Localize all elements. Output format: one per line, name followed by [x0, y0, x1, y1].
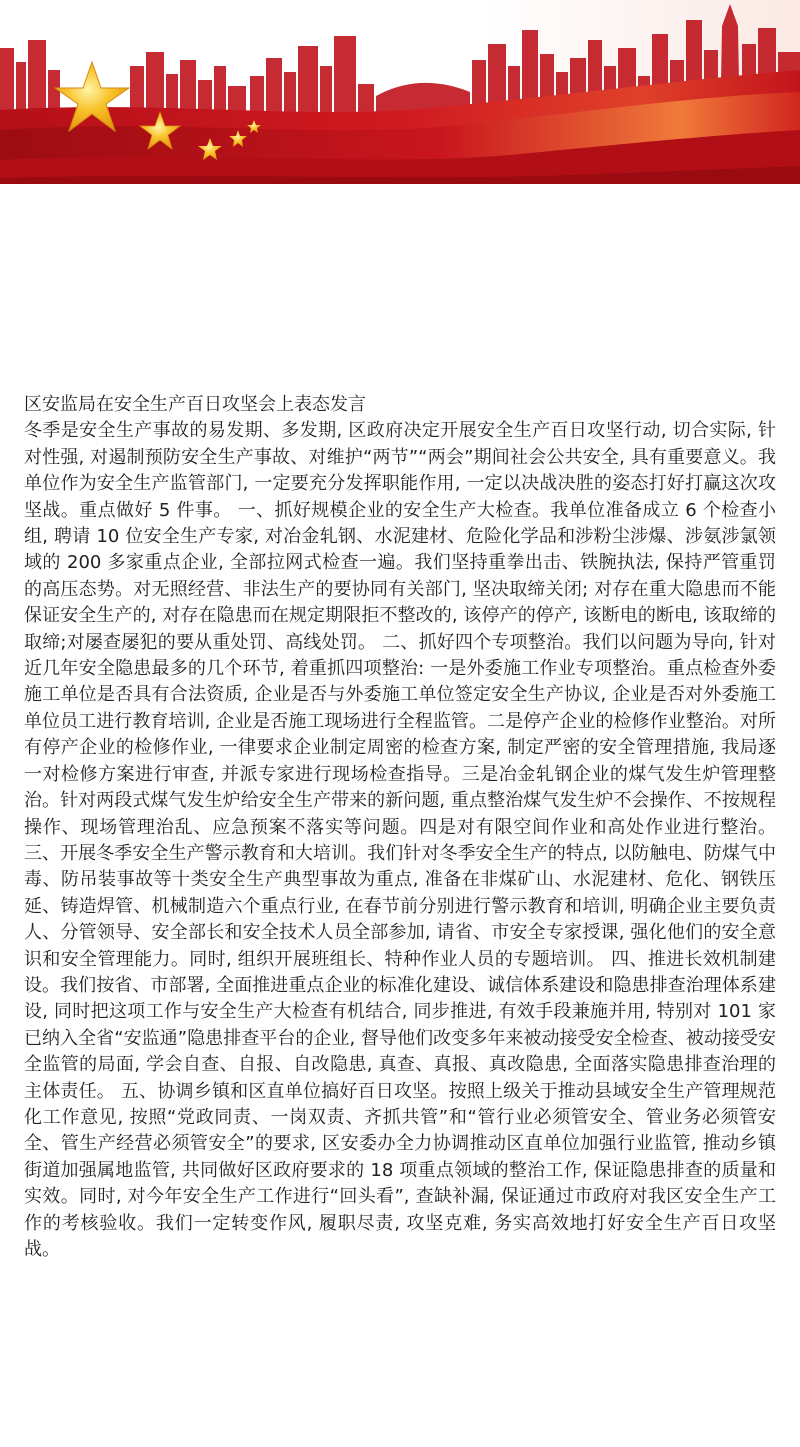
article-title: 区安监局在安全生产百日攻坚会上表态发言: [24, 394, 366, 415]
banner-artwork: [0, 0, 800, 190]
header-banner: [0, 0, 800, 190]
article-body: 冬季是安全生产事故的易发期、多发期, 区政府决定开展安全生产百日攻坚行动, 切合实际, 针对性强, 对遏制预防安全生产事故、对维护“两节”“两会”期间社会公共安全, 具有重要意义。我单位作为安全生产监管部门, 一定要充分发挥职能作用, 一定以决战决胜的姿态打好打赢这次攻坚战。重点做好 5 件事。 一、抓好规模企业的安全生产大检查。我单位准备成立 6 个检查小组, 聘请 10 位安全生产专家, 对冶金轧钢、水泥建材、危险化学品和涉粉尘涉爆、涉氨涉氯领域的 200 多家重点企业, 全部拉网式检查一遍。我们坚持重拳出击、铁腕执法, 保持严管重罚的高压态势。对无照经营、非法生产的要协同有关部门, 坚决取缔关闭; 对存在重大隐患而不能保证安全生产的, 对存在隐患而在规定期限拒不整改的, 该停产的停产, 该断电的断电, 该取缔的取缔;对屡查屡犯的要从重处罚、高线处罚。 二、抓好四个专项整治。我们以问题为导向, 针对近几年安全隐患最多的几个环节, 着重抓四项整治: 一是外委施工作业专项整治。重点检查外委施工单位是否具有合法资质, 企业是否与外委施工单位签定安全生产协议, 企业是否对外委施工单位员工进行教育培训, 企业是否施工现场进行全程监管。二是停产企业的检修作业整治。对所有停产企业的检修作业, 一律要求企业制定周密的检查方案, 制定严密的安全管理措施, 我局逐一对检修方案进行审查, 并派专家进行现场检查指导。三是冶金轧钢企业的煤气发生炉管理整治。针对两段式煤气发生炉给安全生产带来的新问题, 重点整治煤气发生炉不会操作、不按规程操作、现场管理治乱、应急预案不落实等问题。四是对有限空间作业和高处作业进行整治。 三、开展冬季安全生产警示教育和大培训。我们针对冬季安全生产的特点, 以防触电、防煤气中毒、防吊装事故等十类安全生产典型事故为重点, 准备在非煤矿山、水泥建材、危化、钢铁压延、铸造焊管、机械制造六个重点行业, 在春节前分别进行警示教育和培训, 明确企业主要负责人、分管领导、安全部长和安全技术人员全部参加, 请省、市安全专家授课, 强化他们的安全意识和安全管理能力。同时, 组织开展班组长、特种作业人员的专题培训。 四、推进长效机制建设。我们按省、市部署, 全面推进重点企业的标准化建设、诚信体系建设和隐患排查治理体系建设, 同时把这项工作与安全生产大检查有机结合, 同步推进, 有效手段兼施并用, 特别对 101 家已纳入全省“安监通”隐患排查平台的企业, 督导他们改变多年来被动接受安全检查、被动接受安全监管的局面, 学会自查、自报、自改隐患, 真查、真报、真改隐患, 全面落实隐患排查治理的主体责任。 五、协调乡镇和区直单位搞好百日攻坚。按照上级关于推动县域安全生产管理规范化工作意见, 按照“党政同责、一岗双责、齐抓共管”和“管行业必须管安全、管业务必须管安全、管生产经营必须管安全”的要求, 区安委办全力协调推动区直单位加强行业监管, 推动乡镇街道加强属地监管, 共同做好区政府要求的 18 项重点领域的整治工作, 保证隐患排查的质量和实效。同时, 对今年安全生产工作进行“回头看”, 查缺补漏, 保证通过市政府对我区安全生产工作的考核验收。我们一定转变作风, 履职尽责, 攻坚克难, 务实高效地打好安全生产百日攻坚战。: [24, 420, 776, 1260]
article: [24, 392, 776, 1263]
